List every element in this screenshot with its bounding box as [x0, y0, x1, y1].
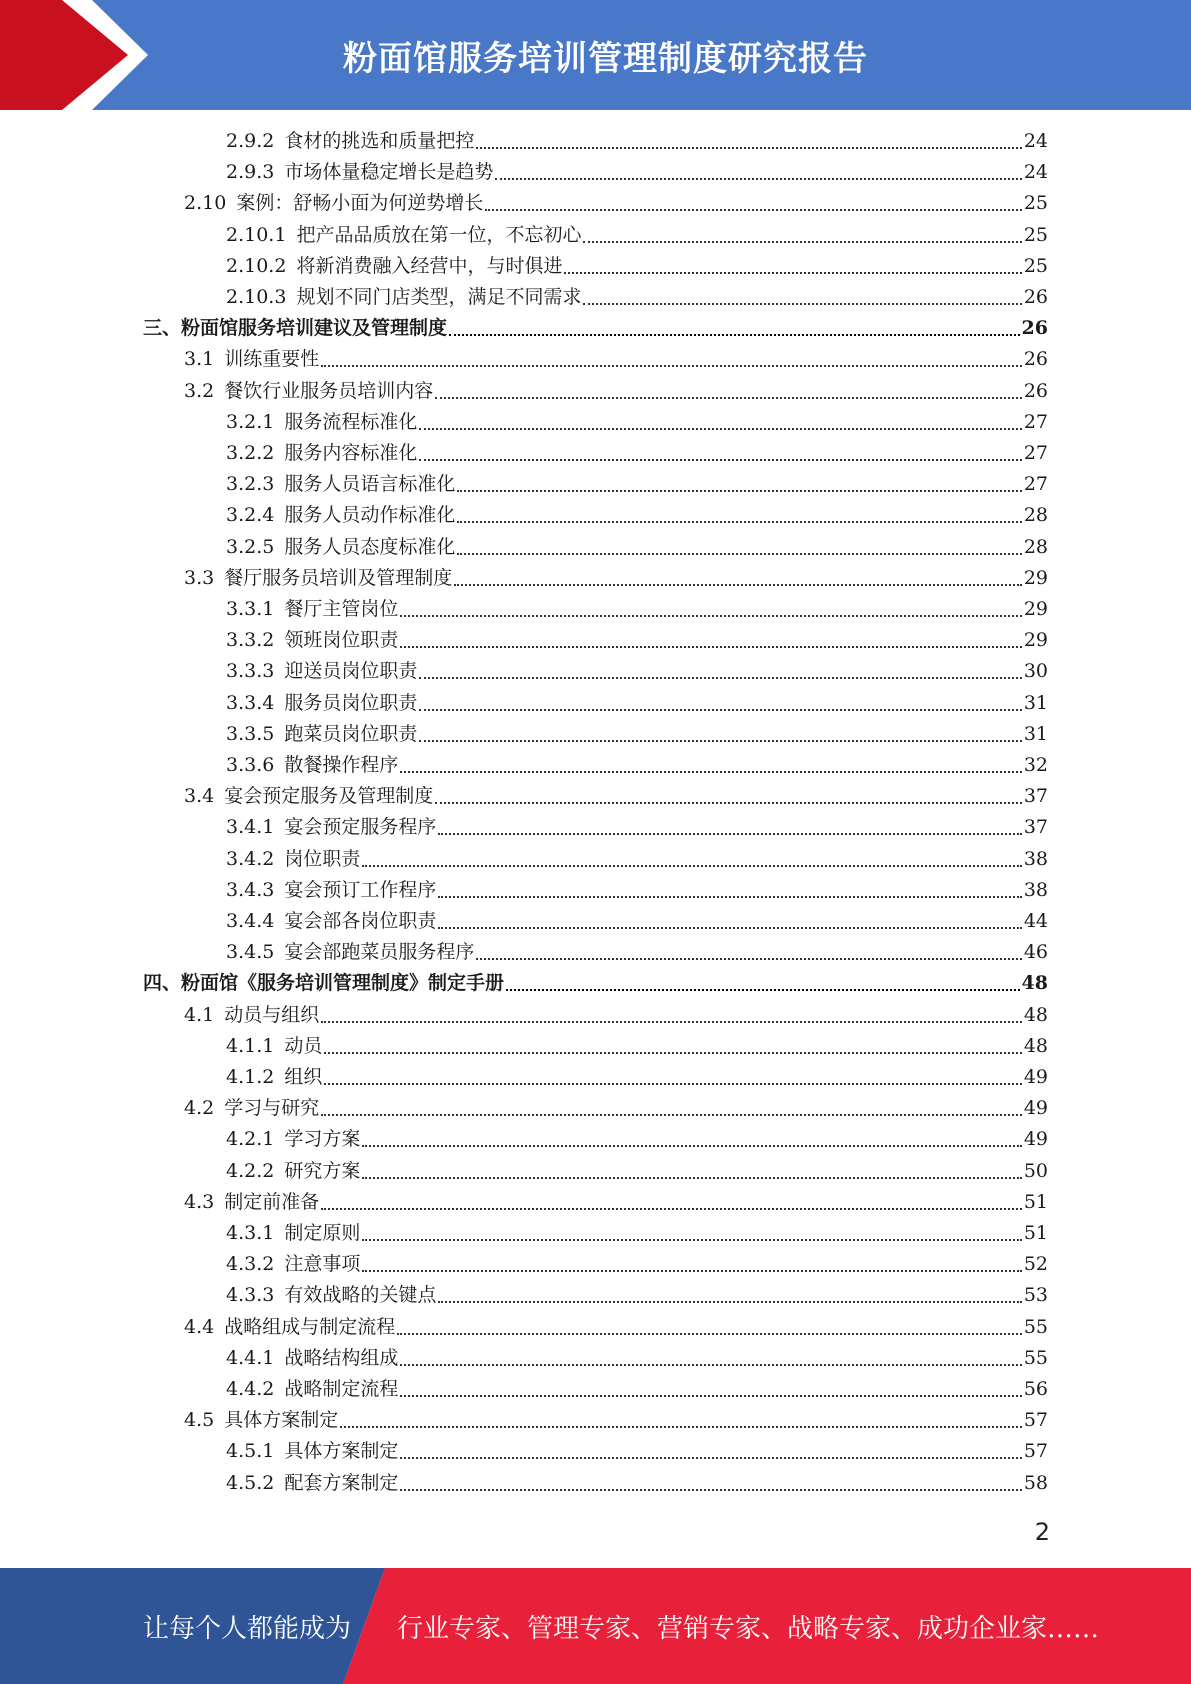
toc-entry-number: 3.3.4: [226, 691, 275, 714]
toc-entry-number: 3.2.3: [226, 473, 275, 496]
toc-entry-number: 3.3: [184, 566, 215, 589]
toc-entry-page: 48: [1021, 972, 1048, 995]
toc-entry-title: 学习方案: [284, 1128, 361, 1151]
toc-entry-page: 48: [1023, 1003, 1048, 1026]
toc-entry-page: 55: [1023, 1315, 1048, 1338]
toc-entry-number: 4.4.1: [226, 1346, 275, 1369]
toc-entry-title: 具体方案制定: [284, 1440, 399, 1463]
toc-entry-number: 2.10.3: [226, 286, 287, 308]
toc-entry-page: 51: [1023, 1190, 1048, 1213]
toc-entry[interactable]: [226, 875, 1048, 906]
toc-entry-page: 57: [1023, 1409, 1048, 1432]
toc-dot-leader: [400, 770, 1021, 773]
toc-entry[interactable]: [226, 220, 1048, 251]
toc-dot-leader: [438, 895, 1021, 898]
toc-entry[interactable]: [226, 937, 1048, 968]
toc-entry-number: 3.3.1: [226, 598, 275, 620]
toc-entry[interactable]: [226, 1031, 1048, 1062]
toc-entry-number: 4.3.1: [226, 1222, 275, 1244]
toc-entry-title: 战略结构组成: [284, 1346, 399, 1369]
toc-entry-page: 25: [1023, 223, 1048, 246]
toc-entry-page: 27: [1023, 473, 1048, 496]
toc-entry-number: 4.2: [184, 1097, 215, 1120]
page-number: 2: [1034, 1518, 1050, 1546]
toc-dot-leader: [400, 1394, 1021, 1397]
toc-entry-number: 4.4.2: [226, 1378, 275, 1400]
toc-entry[interactable]: [226, 812, 1048, 843]
toc-entry[interactable]: [184, 1405, 1048, 1436]
toc-entry-page: 32: [1023, 754, 1048, 776]
toc-entry-page: 52: [1023, 1253, 1048, 1276]
toc-dot-leader: [457, 489, 1021, 492]
toc-entry-number: 3.2: [184, 379, 215, 402]
toc-entry-title: 注意事项: [284, 1253, 361, 1276]
toc-entry-page: 49: [1023, 1128, 1048, 1151]
toc-dot-leader: [321, 1207, 1022, 1210]
toc-entry[interactable]: [226, 157, 1048, 188]
toc-entry[interactable]: [226, 532, 1048, 563]
toc-entry-page: 50: [1023, 1159, 1048, 1182]
toc-entry-page: 37: [1023, 785, 1048, 808]
toc-dot-leader: [506, 988, 1020, 991]
toc-entry-title: 配套方案制定: [284, 1471, 399, 1494]
toc-entry[interactable]: [226, 1062, 1048, 1093]
toc-entry-number: 4.3: [184, 1190, 215, 1213]
toc-entry-page: 26: [1023, 348, 1048, 371]
toc-entry-title: 宴会部各岗位职责: [284, 910, 437, 932]
toc-dot-leader: [435, 396, 1022, 399]
toc-entry-title: 服务人员动作标准化: [284, 504, 456, 527]
toc-dot-leader: [449, 333, 1020, 336]
toc-dot-leader: [485, 208, 1021, 211]
toc-entry-page: 49: [1023, 1066, 1048, 1088]
toc-dot-leader: [400, 645, 1021, 648]
toc-entry[interactable]: [226, 1156, 1048, 1187]
toc-entry[interactable]: [226, 126, 1048, 157]
toc-dot-leader: [321, 364, 1022, 367]
toc-entry-title: 研究方案: [284, 1159, 361, 1182]
toc-dot-leader: [362, 1144, 1021, 1147]
toc-dot-leader: [457, 520, 1021, 523]
toc-entry-title: 市场体量稳定增长是趋势: [284, 161, 494, 184]
toc-entry-number: 4.3.3: [226, 1284, 275, 1307]
toc-dot-leader: [419, 739, 1021, 742]
toc-entry[interactable]: [184, 1312, 1048, 1343]
toc-dot-leader: [457, 552, 1021, 555]
toc-entry[interactable]: [226, 500, 1048, 531]
toc-entry[interactable]: [226, 688, 1048, 719]
toc-entry[interactable]: [184, 563, 1048, 594]
toc-entry-title: 迎送员岗位职责: [284, 660, 418, 683]
page-footer: [0, 1568, 1191, 1684]
toc-entry-page: 29: [1023, 598, 1048, 620]
toc-dot-leader: [397, 1332, 1022, 1335]
document-title: 粉面馆服务培训管理制度研究报告: [343, 38, 868, 79]
toc-entry-title: 服务人员语言标准化: [284, 473, 456, 496]
page-header: [0, 0, 1191, 110]
toc-entry[interactable]: [184, 344, 1048, 375]
toc-entry-page: 44: [1023, 910, 1048, 932]
toc-entry-page: 53: [1023, 1284, 1048, 1307]
toc-entry[interactable]: [226, 594, 1048, 625]
toc-entry-number: 4.5.1: [226, 1440, 275, 1463]
toc-entry-page: 51: [1023, 1222, 1048, 1244]
toc-entry[interactable]: [226, 469, 1048, 500]
toc-entry-title: 动员与组织: [224, 1003, 320, 1026]
toc-entry-title: 将新消费融入经营中，与时俱进: [296, 254, 563, 277]
toc-dot-leader: [476, 146, 1021, 149]
toc-entry-title: 战略组成与制定流程: [224, 1315, 396, 1338]
toc-entry-page: 26: [1023, 286, 1048, 308]
toc-entry-number: 3.4: [184, 785, 215, 808]
toc-dot-leader: [362, 1176, 1021, 1179]
toc-entry-title: 三、粉面馆服务培训建议及管理制度: [143, 317, 448, 340]
toc-entry[interactable]: [226, 1436, 1048, 1467]
toc-entry-title: 服务内容标准化: [284, 442, 418, 464]
toc-entry-page: 27: [1023, 410, 1048, 433]
toc-entry-number: 4.4: [184, 1315, 215, 1338]
toc-dot-leader: [340, 1425, 1022, 1428]
toc-entry-number: 3.2.5: [226, 535, 275, 558]
toc-dot-leader: [419, 458, 1021, 461]
toc-entry-title: 服务人员态度标准化: [284, 535, 456, 558]
toc-dot-leader: [400, 1488, 1021, 1491]
toc-entry[interactable]: [184, 188, 1048, 219]
toc-entry[interactable]: [143, 968, 1048, 999]
toc-entry-number: 3.3.6: [226, 754, 275, 776]
footer-slogan-right: 行业专家、管理专家、营销专家、战略专家、成功企业家……: [397, 1613, 1100, 1644]
toc-entry-number: 4.5: [184, 1409, 215, 1432]
toc-entry-page: 27: [1023, 442, 1048, 464]
toc-entry-number: 2.9.3: [226, 161, 275, 184]
toc-dot-leader: [400, 1363, 1021, 1366]
toc-dot-leader: [419, 708, 1021, 711]
toc-entry-page: 31: [1023, 722, 1048, 745]
toc-entry-title: 案例：舒畅小面为何逆势增长: [236, 192, 484, 215]
toc-entry-number: 3.4.1: [226, 816, 275, 839]
toc-entry-page: 29: [1023, 566, 1048, 589]
toc-entry[interactable]: [226, 750, 1048, 781]
toc-entry-page: 57: [1023, 1440, 1048, 1463]
toc-entry-number: 4.1.2: [226, 1066, 275, 1088]
toc-dot-leader: [438, 832, 1021, 835]
toc-dot-leader: [400, 614, 1021, 617]
toc-entry-title: 把产品品质放在第一位，不忘初心: [296, 223, 582, 246]
toc-dot-leader: [438, 1300, 1021, 1303]
toc-entry-title: 规划不同门店类型，满足不同需求: [296, 286, 582, 308]
toc-dot-leader: [454, 583, 1022, 586]
toc-entry-number: 3.2.2: [226, 442, 275, 464]
toc-entry-title: 四、粉面馆《服务培训管理制度》制定手册: [143, 972, 505, 995]
toc-entry[interactable]: [226, 282, 1048, 313]
toc-entry-number: 4.5.2: [226, 1471, 275, 1494]
toc-entry[interactable]: [226, 251, 1048, 282]
toc-entry-number: 4.1: [184, 1003, 215, 1026]
toc-entry-page: 28: [1023, 535, 1048, 558]
toc-entry-title: 餐厅服务员培训及管理制度: [224, 566, 453, 589]
toc-entry[interactable]: [226, 1218, 1048, 1249]
toc-entry-page: 38: [1023, 847, 1048, 870]
toc-entry-page: 58: [1023, 1471, 1048, 1494]
toc-entry-title: 组织: [284, 1066, 323, 1088]
toc-entry[interactable]: [143, 313, 1048, 344]
toc-entry-title: 岗位职责: [284, 847, 361, 870]
toc-entry-page: 48: [1023, 1034, 1048, 1057]
toc-entry-page: 24: [1023, 130, 1048, 152]
toc-entry-number: 4.3.2: [226, 1253, 275, 1276]
toc-entry[interactable]: [226, 656, 1048, 687]
toc-dot-leader: [321, 1020, 1022, 1023]
toc-entry-title: 宴会部跑菜员服务程序: [284, 941, 475, 964]
toc-entry-title: 训练重要性: [224, 348, 320, 371]
toc-entry-page: 25: [1023, 254, 1048, 277]
toc-entry-number: 3.2.1: [226, 410, 275, 433]
toc-dot-leader: [419, 427, 1021, 430]
toc-entry-page: 26: [1021, 317, 1048, 340]
toc-entry-page: 37: [1023, 816, 1048, 839]
toc-dot-leader: [362, 864, 1021, 867]
toc-entry-number: 3.4.3: [226, 878, 275, 901]
toc-entry-title: 餐饮行业服务员培训内容: [224, 379, 434, 402]
toc-entry-title: 有效战略的关键点: [284, 1284, 437, 1307]
toc-entry-number: 3.4.5: [226, 941, 275, 964]
toc-entry-number: 3.3.2: [226, 629, 275, 652]
toc-entry-title: 宴会预定服务及管理制度: [224, 785, 434, 808]
toc-entry-number: 3.2.4: [226, 504, 275, 527]
toc-entry[interactable]: [184, 1093, 1048, 1124]
toc-entry-title: 食材的挑选和质量把控: [284, 130, 475, 152]
toc-entry[interactable]: [184, 781, 1048, 812]
toc-entry-title: 宴会预定服务程序: [284, 816, 437, 839]
toc-entry-number: 2.10.1: [226, 223, 287, 246]
toc-dot-leader: [435, 801, 1022, 804]
toc-entry[interactable]: [226, 625, 1048, 656]
toc-entry[interactable]: [226, 1280, 1048, 1311]
toc-entry-title: 制定前准备: [224, 1190, 320, 1213]
toc-entry-number: 4.2.2: [226, 1159, 275, 1182]
toc-entry[interactable]: [226, 407, 1048, 438]
toc-entry-number: 4.2.1: [226, 1128, 275, 1151]
toc-entry-page: 29: [1023, 629, 1048, 652]
toc-entry-title: 战略制定流程: [284, 1378, 399, 1400]
toc-entry[interactable]: [184, 1000, 1048, 1031]
toc-entry-page: 25: [1023, 192, 1048, 215]
toc-entry[interactable]: [226, 1343, 1048, 1374]
toc-entry-title: 具体方案制定: [224, 1409, 339, 1432]
toc-entry[interactable]: [226, 719, 1048, 750]
toc-entry-page: 38: [1023, 878, 1048, 901]
toc-entry-page: 31: [1023, 691, 1048, 714]
toc-entry-title: 服务流程标准化: [284, 410, 418, 433]
toc-entry-title: 跑菜员岗位职责: [284, 722, 418, 745]
toc-entry-number: 3.1: [184, 348, 215, 371]
toc-entry[interactable]: [226, 844, 1048, 875]
toc-entry[interactable]: [226, 1124, 1048, 1155]
toc-dot-leader: [583, 240, 1021, 243]
toc-entry[interactable]: [184, 376, 1048, 407]
footer-slogan-left: 让每个人都能成为: [143, 1613, 352, 1644]
toc-entry-page: 30: [1023, 660, 1048, 683]
toc-dot-leader: [400, 1456, 1021, 1459]
toc-entry-title: 动员: [284, 1034, 323, 1057]
toc-entry-number: 3.4.4: [226, 910, 275, 932]
toc-dot-leader: [476, 957, 1021, 960]
toc-entry-page: 49: [1023, 1097, 1048, 1120]
toc-entry-title: 制定原则: [284, 1222, 361, 1244]
toc-entry[interactable]: [226, 1374, 1048, 1405]
toc-entry-page: 28: [1023, 504, 1048, 527]
toc-entry-page: 24: [1023, 161, 1048, 184]
toc-dot-leader: [564, 271, 1021, 274]
toc-entry[interactable]: [226, 1249, 1048, 1280]
toc-dot-leader: [583, 302, 1021, 305]
toc-entry-page: 55: [1023, 1346, 1048, 1369]
toc-dot-leader: [495, 177, 1021, 180]
toc-entry[interactable]: [226, 906, 1048, 937]
toc-entry-number: 2.10: [184, 192, 227, 215]
toc-dot-leader: [362, 1238, 1021, 1241]
toc-entry-number: 3.3.3: [226, 660, 275, 683]
toc-entry-title: 餐厅主管岗位: [284, 598, 399, 620]
toc-entry-page: 56: [1023, 1378, 1048, 1400]
toc-entry-title: 散餐操作程序: [284, 754, 399, 776]
toc-dot-leader: [419, 676, 1021, 679]
toc-entry-title: 宴会预订工作程序: [284, 878, 437, 901]
toc-entry[interactable]: [226, 438, 1048, 469]
toc-entry-number: 3.4.2: [226, 847, 275, 870]
toc-entry-title: 领班岗位职责: [284, 629, 399, 652]
toc-entry-page: 46: [1023, 941, 1048, 964]
toc-entry-number: 2.10.2: [226, 254, 287, 277]
toc-dot-leader: [438, 926, 1021, 929]
toc-entry-title: 服务员岗位职责: [284, 691, 418, 714]
toc-dot-leader: [324, 1051, 1021, 1054]
toc-dot-leader: [324, 1082, 1021, 1085]
toc-entry-number: 3.3.5: [226, 722, 275, 745]
toc-entry-number: 4.1.1: [226, 1034, 275, 1057]
toc-entry[interactable]: [184, 1187, 1048, 1218]
toc-entry-number: 2.9.2: [226, 130, 275, 152]
toc-dot-leader: [362, 1269, 1021, 1272]
toc-entry-title: 学习与研究: [224, 1097, 320, 1120]
toc-entry[interactable]: [226, 1468, 1048, 1499]
toc-dot-leader: [321, 1113, 1022, 1116]
toc-entry-page: 26: [1023, 379, 1048, 402]
